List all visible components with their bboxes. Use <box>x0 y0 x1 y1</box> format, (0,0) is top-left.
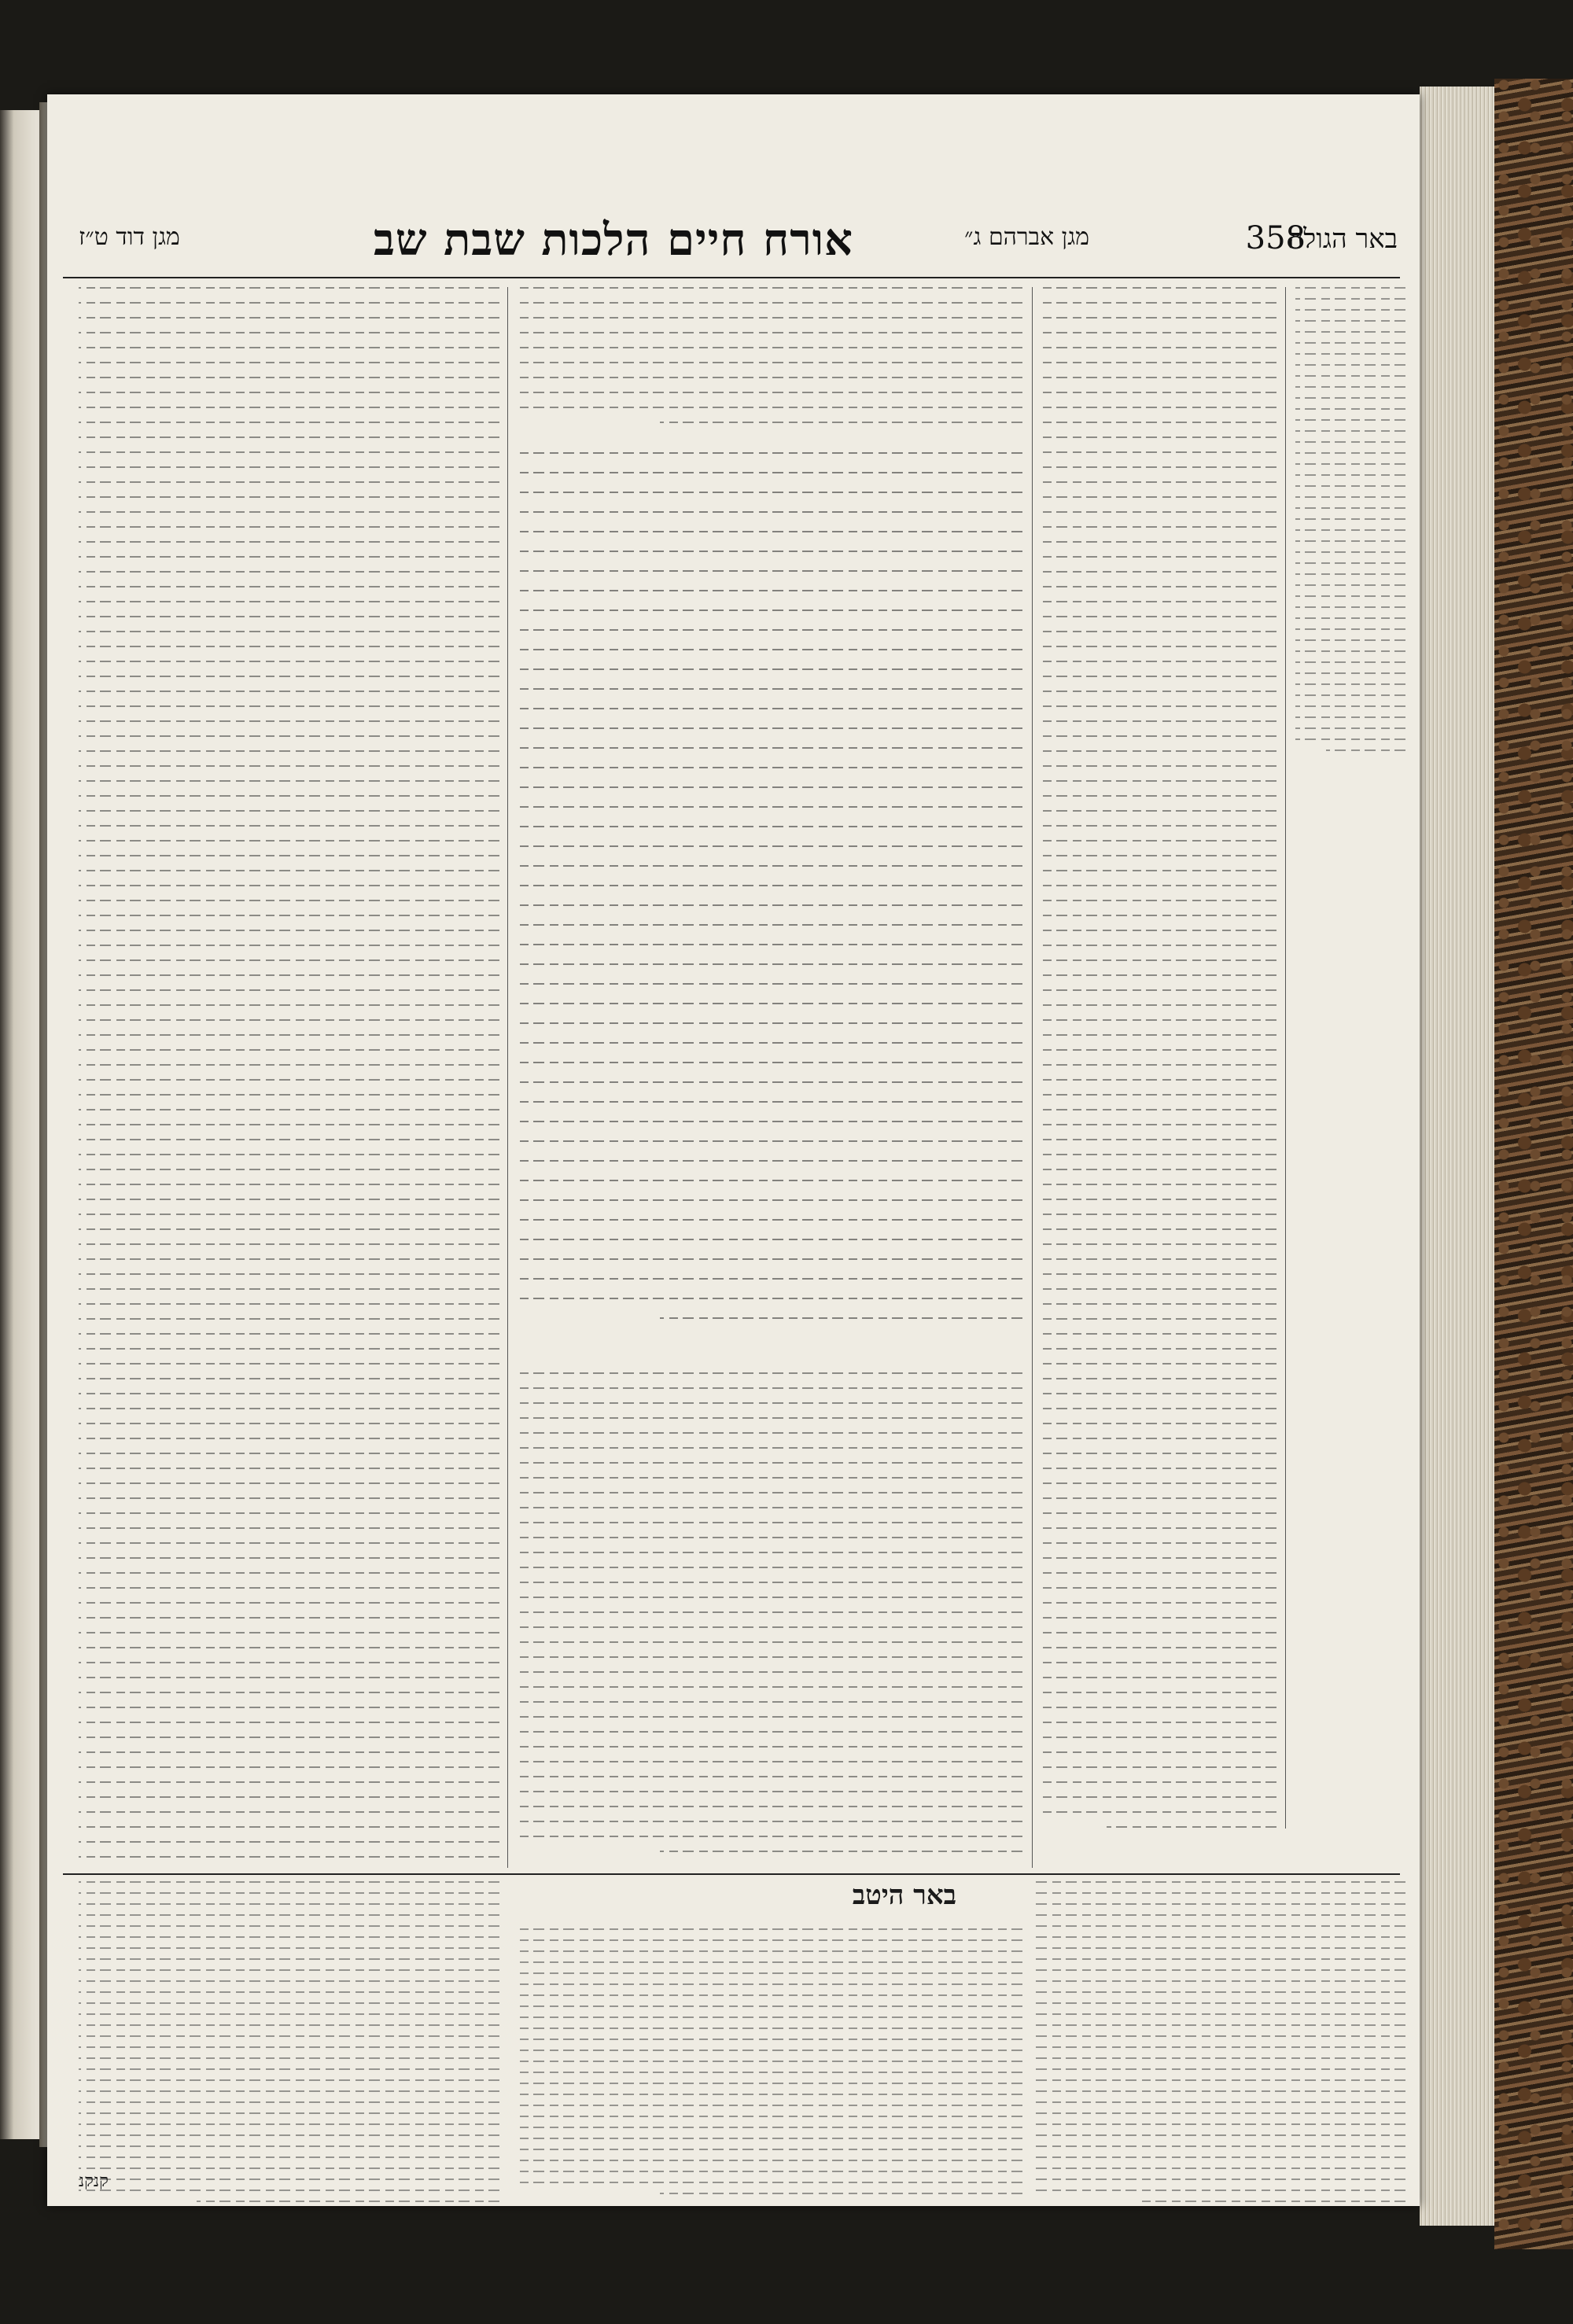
beer-hagolah-column <box>1295 287 1405 775</box>
column-divider <box>1285 287 1286 1829</box>
taz-column <box>79 287 499 1868</box>
book-page <box>47 94 1420 2206</box>
column-divider <box>1032 287 1033 1868</box>
running-header <box>47 214 1420 277</box>
page-block-edges <box>1420 87 1494 2226</box>
beer-heitev-column-center <box>519 1928 1022 2204</box>
header-rule <box>63 277 1400 278</box>
header-magen-david: מגן דוד ט״ז <box>79 223 180 251</box>
header-title: אורח חיים הלכות שבת שב <box>373 214 853 266</box>
lower-commentary-block <box>519 1372 1022 1860</box>
marbled-cover-board <box>1494 79 1573 2249</box>
facing-page-edge <box>0 110 39 2139</box>
beer-heitev-column-left <box>79 1881 499 2204</box>
main-text-column <box>519 452 1022 1365</box>
upper-commentary-block <box>519 287 1022 444</box>
bottom-section-rule <box>63 1873 1400 1875</box>
magen-avraham-column <box>1041 287 1276 1899</box>
catchword: קנקנ <box>79 2171 109 2191</box>
beer-heitev-heading: באר היטב <box>852 1880 957 1911</box>
column-divider <box>507 287 508 1868</box>
header-beer-hagolah: באר הגולה <box>1288 223 1398 255</box>
header-magen-avraham: מגן אברהם ג״ <box>964 223 1089 251</box>
page-number: 358 <box>1245 220 1306 256</box>
beer-heitev-column-right <box>1036 1881 1405 2204</box>
